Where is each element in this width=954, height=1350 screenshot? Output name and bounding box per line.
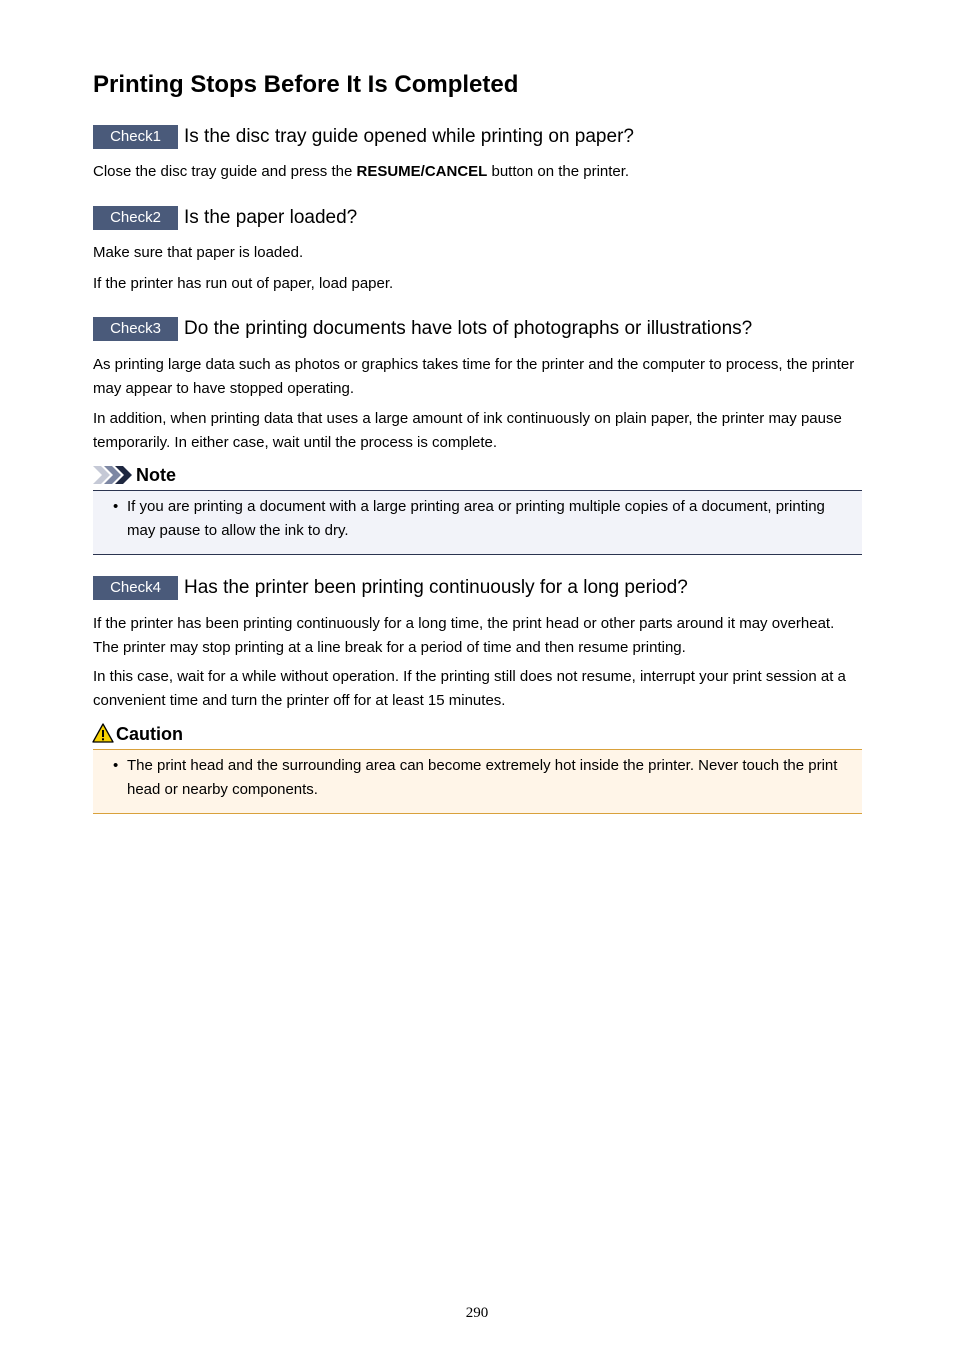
check1-text-post: button on the printer. — [487, 163, 630, 180]
check4-heading — [93, 576, 862, 600]
note-box — [93, 490, 862, 555]
note-arrows-icon — [93, 466, 133, 484]
caution-text: The print head and the surrounding area can become extremely hot inside the printer. Never touch the print head or nearby components. — [127, 757, 838, 798]
page-number: 290 — [465, 1305, 489, 1321]
caution-label: Caution — [116, 724, 183, 744]
check1-heading — [93, 125, 862, 149]
caution-bullet: • — [113, 757, 119, 774]
check1-question: Is the disc tray guide opened while printing on paper? — [184, 126, 634, 147]
note-label: Note — [136, 465, 176, 485]
check3-paragraph-1: As printing large data such as photos or graphics takes time for the printer and the computer to process, the printer may appear to have stopped operating. — [93, 356, 855, 397]
warning-triangle-icon — [92, 723, 114, 743]
check2-paragraph-1: Make sure that paper is loaded. — [93, 244, 304, 261]
caution-box — [93, 749, 862, 814]
resume-cancel-label: RESUME/CANCEL — [356, 163, 488, 180]
page-title: Printing Stops Before It Is Completed — [93, 71, 519, 98]
check4-paragraph-2: In this case, wait for a while without operation. If the printing still does not resume, interrupt your print session at a convenient time and turn the printer off for at least 15 minutes. — [93, 668, 846, 709]
check3-badge: Check3 — [93, 317, 178, 341]
check3-heading — [93, 317, 862, 341]
check1-text-pre: Close the disc tray guide and press the — [93, 163, 357, 180]
check2-heading — [93, 206, 862, 230]
check1-badge: Check1 — [93, 125, 178, 149]
check3-paragraph-2: In addition, when printing data that uses a large amount of ink continuously on plain paper, the printer may pause temporarily. In either case, wait until the process is complete. — [93, 410, 842, 451]
check1-paragraph — [93, 160, 862, 184]
check4-paragraph-1: If the printer has been printing continuously for a long time, the print head or other parts around it may overheat. The printer may stop printing at a line break for a period of time and then resume printing. — [93, 615, 835, 656]
check2-paragraph-2: If the printer has run out of paper, load paper. — [93, 275, 394, 292]
check3-question: Do the printing documents have lots of photographs or illustrations? — [184, 318, 753, 339]
check4-badge: Check4 — [93, 576, 178, 600]
check2-badge: Check2 — [93, 206, 178, 230]
check2-question: Is the paper loaded? — [184, 207, 358, 228]
note-bullet: • — [113, 498, 119, 515]
note-text: If you are printing a document with a large printing area or printing multiple copies of a document, printing may pause to allow the ink to dry. — [127, 498, 825, 539]
check4-question: Has the printer been printing continuously for a long period? — [184, 577, 688, 598]
